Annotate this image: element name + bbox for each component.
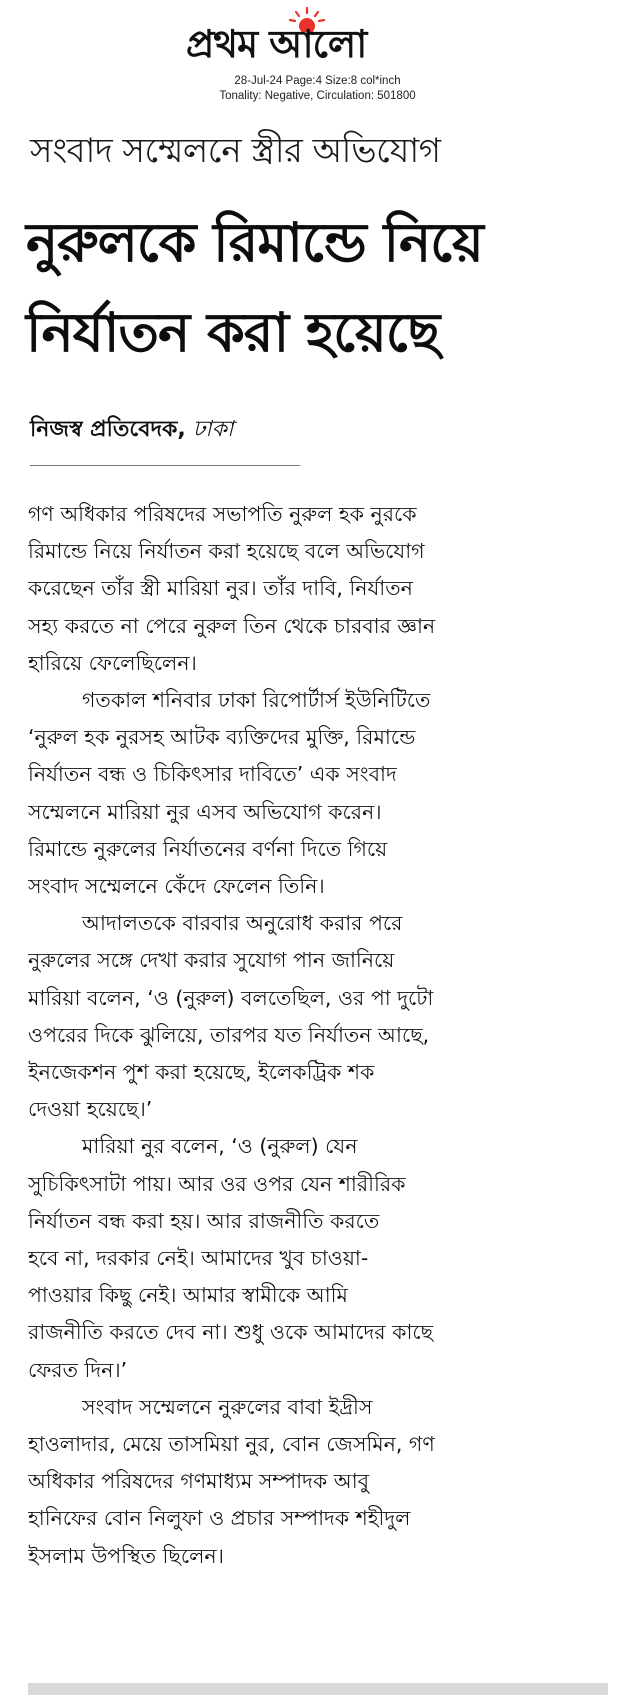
clipping-meta	[0, 74, 635, 104]
headline-line-2: নির্যাতন করা হয়েছে	[26, 301, 440, 364]
headline	[26, 198, 616, 378]
text-line: আদালতকে বারবার অনুরোধ করার পরে	[82, 911, 403, 936]
text-line: মারিয়া বলেন, ‘ও (নুরুল) বলতেছিল, ওর পা দুটো	[28, 985, 434, 1010]
byline	[30, 415, 233, 445]
article-paragraph	[28, 1389, 618, 1575]
text-line: রাজনীতি করতে দেব না। শুধু ওকে আমাদের কাছে	[28, 1320, 434, 1345]
masthead	[0, 6, 635, 66]
kicker: সংবাদ সম্মেলনে স্ত্রীর অভিযোগ	[30, 131, 441, 171]
text-line: নির্যাতন বন্ধ ও চিকিৎসার দাবিতে’ এক সংবাদ	[28, 762, 397, 787]
text-line: দেওয়া হয়েছে।’	[28, 1097, 153, 1122]
text-line: রিমান্ডে নিয়ে নির্যাতন করা হয়েছে বলে অভিযোগ	[28, 539, 425, 564]
article-body	[28, 496, 618, 1575]
byline-reporter: নিজস্ব প্রতিবেদক,	[30, 417, 186, 442]
text-line: হাওলাদার, মেয়ে তাসমিয়া নুর, বোন জেসমিন, গণ	[28, 1432, 435, 1457]
text-line: গতকাল শনিবার ঢাকা রিপোর্টার্স ইউনিটিতে	[82, 688, 431, 713]
text-line: নুরুলের সঙ্গে দেখা করার সুযোগ পান জানিয়ে	[28, 948, 395, 973]
text-line: সহ্য করতে না পেরে নুরুল তিন থেকে চারবার জ্ঞান	[28, 613, 436, 638]
meta-line-1: 28-Jul-24 Page:4 Size:8 col*inch	[234, 75, 401, 87]
bottom-divider-bar	[28, 1683, 608, 1695]
text-line: সংবাদ সম্মেলনে নুরুলের বাবা ইদ্রীস	[82, 1394, 373, 1419]
text-line: রিমান্ডে নুরুলের নির্যাতনের বর্ণনা দিতে গিয়ে	[28, 836, 388, 861]
text-line: অধিকার পরিষদের গণমাধ্যম সম্পাদক আবু	[28, 1469, 370, 1494]
headline-line-1: নুরুলকে রিমান্ডে নিয়ে	[26, 211, 483, 274]
text-line: হবে না, দরকার নেই। আমাদের খুব চাওয়া-	[28, 1246, 369, 1271]
text-line: পাওয়ার কিছু নেই। আমার স্বামীকে আমি	[28, 1283, 348, 1308]
text-line: হানিফের বোন নিলুফা ও প্রচার সম্পাদক শহীদুল	[28, 1506, 411, 1531]
meta-line-2: Tonality: Negative, Circulation: 501800	[219, 90, 416, 102]
text-line: ওপরের দিকে ঝুলিয়ে, তারপর যত নির্যাতন আছে,	[28, 1022, 430, 1047]
text-line: সুচিকিৎসাটা পায়। আর ওর ওপর যেন শারীরিক	[28, 1171, 406, 1196]
logo-wordmark: প্রথম আলো	[186, 22, 367, 66]
text-line: ইসলাম উপস্থিত ছিলেন।	[28, 1543, 224, 1568]
article-paragraph	[28, 682, 618, 905]
text-line: গণ অধিকার পরিষদের সভাপতি নুরুল হক নুরকে	[28, 502, 417, 526]
text-line: হারিয়ে ফেলেছিলেন।	[28, 650, 197, 675]
text-line: মারিয়া নুর বলেন, ‘ও (নুরুল) যেন	[82, 1134, 358, 1159]
text-line: নির্যাতন বন্ধ করা হয়। আর রাজনীতি করতে	[28, 1208, 380, 1233]
newspaper-logo	[186, 6, 456, 66]
text-line: করেছেন তাঁর স্ত্রী মারিয়া নুর। তাঁর দাবি, নির্যাতন	[28, 576, 413, 601]
byline-city: ঢাকা	[192, 417, 234, 442]
text-line: ইনজেকশন পুশ করা হয়েছে, ইলেকট্রিক শক	[28, 1060, 375, 1085]
text-line: ‘নুরুল হক নুরসহ আটক ব্যক্তিদের মুক্তি, রিমান্ডে	[28, 725, 416, 750]
text-line: ফেরত দিন।’	[28, 1357, 128, 1382]
text-line: সংবাদ সম্মেলনে কেঁদে ফেলেন তিনি।	[28, 874, 325, 899]
article-paragraph	[28, 905, 618, 1128]
article-paragraph	[28, 1128, 618, 1388]
text-line: সম্মেলনে মারিয়া নুর এসব অভিযোগ করেন।	[28, 799, 382, 824]
article-paragraph	[28, 496, 618, 682]
byline-divider	[30, 465, 300, 466]
